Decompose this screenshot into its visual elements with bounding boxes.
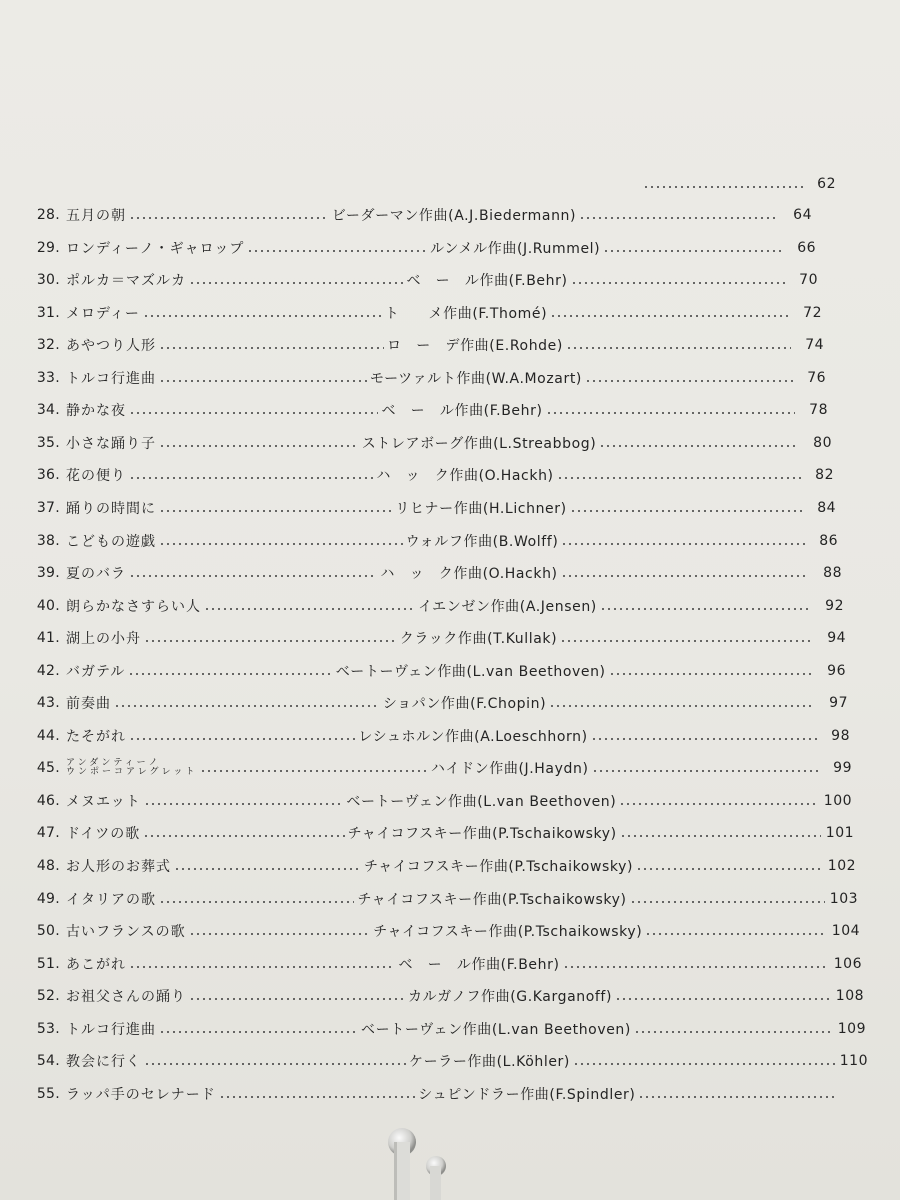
dot-leader xyxy=(546,412,795,414)
toc-number: 39. xyxy=(36,565,60,582)
toc-title xyxy=(66,759,197,777)
toc-row xyxy=(24,952,862,976)
toc-composer: ベ ー ル作曲(F.Behr) xyxy=(398,956,560,973)
toc-row xyxy=(24,529,838,553)
toc-page-number: 98 xyxy=(831,727,850,744)
toc-row xyxy=(24,724,850,748)
toc-title: ポルカ＝マズルカ xyxy=(66,273,186,290)
toc-composer: ハ ッ ク作曲(O.Hackh) xyxy=(380,566,558,583)
dot-leader xyxy=(557,477,801,479)
dot-leader xyxy=(219,1096,416,1098)
dot-leader xyxy=(636,868,823,870)
toc-page-number: 104 xyxy=(831,923,861,940)
toc-composer: クラック作曲(T.Kullak) xyxy=(399,631,558,648)
toc-page-number: 97 xyxy=(829,695,848,712)
dot-leader xyxy=(592,770,819,772)
dot-leader xyxy=(189,282,403,284)
toc-page-number: 109 xyxy=(837,1020,866,1037)
dot-leader xyxy=(579,217,779,219)
toc-row xyxy=(24,268,818,292)
toc-page-number: 66 xyxy=(797,239,817,256)
toc-row xyxy=(24,626,846,650)
toc-page-number: 82 xyxy=(815,467,834,484)
toc-title-line-1: アンダンティーノ xyxy=(66,758,161,769)
dot-leader xyxy=(563,966,829,968)
toc-number: 32. xyxy=(36,337,60,354)
toc-title: トルコ行進曲 xyxy=(66,1021,156,1038)
toc-title: 踊りの時間に xyxy=(66,500,156,517)
dot-leader xyxy=(174,868,361,870)
toc-row xyxy=(24,1082,868,1106)
dot-leader xyxy=(591,738,817,740)
dot-leader xyxy=(143,835,344,837)
toc-title: 静かな夜 xyxy=(66,403,126,420)
toc-row xyxy=(24,333,824,357)
toc-composer: ルンメル作曲(J.Rummel) xyxy=(430,240,601,257)
dot-leader xyxy=(585,380,793,382)
toc-composer: ベートーヴェン作曲(L.van Beethoven) xyxy=(361,1021,631,1038)
toc-row-top xyxy=(640,172,836,196)
toc-number: 40. xyxy=(36,597,60,614)
toc-page-number: 94 xyxy=(827,630,847,647)
toc-title: 五月の朝 xyxy=(66,208,126,224)
toc-number: 28. xyxy=(36,207,60,223)
dot-leader xyxy=(159,1031,358,1033)
toc-title: 朗らかなさすらい人 xyxy=(66,598,201,615)
dot-leader xyxy=(144,1063,406,1065)
toc-row xyxy=(24,1017,866,1041)
dot-leader xyxy=(630,901,825,903)
toc-composer: ロ ー デ作曲(E.Rohde) xyxy=(387,338,563,355)
toc-row xyxy=(24,561,842,585)
toc-title: 湖上の小舟 xyxy=(66,631,141,648)
toc-number: 48. xyxy=(36,858,60,874)
toc-page-number: 102 xyxy=(827,858,857,874)
toc-number: 54. xyxy=(36,1053,60,1070)
toc-number: 35. xyxy=(36,434,60,451)
toc-composer: ベートーヴェン作曲(L.van Beethoven) xyxy=(335,663,606,680)
toc-number: 49. xyxy=(36,890,60,907)
dot-leader xyxy=(643,186,803,188)
toc-number: 34. xyxy=(36,402,60,419)
dot-leader xyxy=(144,803,344,805)
toc-number: 43. xyxy=(36,695,60,712)
toc-number: 51. xyxy=(36,955,60,972)
toc-row xyxy=(24,463,834,487)
toc-composer: カルガノフ作曲(G.Karganoff) xyxy=(408,989,613,1006)
toc-title: トルコ行進曲 xyxy=(66,370,156,387)
dot-leader xyxy=(129,217,329,219)
toc-row xyxy=(24,203,812,227)
toc-title: イタリアの歌 xyxy=(66,891,156,908)
toc-composer: ベ ー ル作曲(F.Behr) xyxy=(406,273,568,290)
toc-number: 53. xyxy=(36,1020,60,1037)
toc-page-number: 92 xyxy=(825,597,844,614)
toc-number: 41. xyxy=(36,630,60,647)
toc-page-number: 106 xyxy=(833,955,862,972)
toc-number: 47. xyxy=(36,825,60,842)
toc-title: 小さな踊り子 xyxy=(66,435,156,452)
dot-leader xyxy=(143,315,382,317)
toc-composer: ビーダーマン作曲(A.J.Biedermann) xyxy=(331,208,577,224)
toc-number: 52. xyxy=(36,988,60,1005)
dot-leader xyxy=(129,412,378,414)
toc-number: 42. xyxy=(36,662,60,679)
toc-page-number: 74 xyxy=(805,337,825,354)
toc-title-line-2: ウンポーコアレグレット xyxy=(66,767,198,778)
toc-page-number: 103 xyxy=(829,890,859,907)
toc-page-number: 70 xyxy=(799,272,818,289)
toc-composer: リヒナー作曲(H.Lichner) xyxy=(395,500,567,517)
dot-leader xyxy=(573,1063,835,1065)
toc-page-number: 100 xyxy=(823,792,853,809)
toc-title: 古いフランスの歌 xyxy=(66,924,186,941)
dot-leader xyxy=(129,477,373,479)
dot-leader xyxy=(615,998,831,1000)
toc-title: バガテル xyxy=(66,663,126,680)
dot-leader xyxy=(114,705,380,707)
toc-number: 30. xyxy=(36,272,60,289)
dot-leader xyxy=(560,640,813,642)
dot-leader xyxy=(204,608,415,610)
dot-leader xyxy=(129,575,377,577)
toc-page-number: 64 xyxy=(793,207,812,223)
toc-row xyxy=(24,594,844,618)
toc-number: 36. xyxy=(36,467,60,484)
toc-row xyxy=(24,301,822,325)
dot-leader xyxy=(620,835,821,837)
toc-composer: ト メ作曲(F.Thomé) xyxy=(384,305,548,322)
toc-row xyxy=(24,691,848,715)
toc-number: 29. xyxy=(36,239,60,256)
toc-row xyxy=(24,398,828,422)
dot-leader xyxy=(570,510,803,512)
toc-page-number: 78 xyxy=(809,402,828,419)
dot-leader xyxy=(561,543,805,545)
toc-page-number: 84 xyxy=(817,499,837,516)
dot-leader xyxy=(549,705,815,707)
dot-leader xyxy=(638,1096,835,1098)
toc-title: あやつり人形 xyxy=(66,338,156,355)
toc-page-number: 62 xyxy=(817,176,836,192)
toc-page-number: 86 xyxy=(819,532,839,549)
toc-page-number: 88 xyxy=(823,565,842,582)
dot-leader xyxy=(159,510,392,512)
toc-title: たそがれ xyxy=(66,728,126,745)
toc-composer: ベ ー ル作曲(F.Behr) xyxy=(381,403,543,420)
dot-leader xyxy=(634,1031,833,1033)
dot-leader xyxy=(609,673,813,675)
dot-leader xyxy=(200,770,427,772)
dot-leader xyxy=(619,803,819,805)
toc-composer: ベートーヴェン作曲(L.van Beethoven) xyxy=(346,793,617,810)
dot-leader xyxy=(128,673,332,675)
toc-row xyxy=(24,366,826,390)
toc-title: ラッパ手のセレナード xyxy=(66,1086,216,1103)
toc-number: 37. xyxy=(36,499,60,516)
dot-leader xyxy=(600,608,811,610)
toc-title: こどもの遊戯 xyxy=(66,533,156,550)
toc-row xyxy=(24,821,854,845)
toc-page-number: 101 xyxy=(825,825,855,842)
toc-title: 教会に行く xyxy=(66,1054,141,1071)
toc-page-number: 110 xyxy=(839,1053,868,1070)
dot-leader xyxy=(550,315,789,317)
toc-page-number: 99 xyxy=(833,760,852,777)
toc-title: メヌエット xyxy=(66,793,141,810)
dot-leader xyxy=(144,640,397,642)
dot-leader xyxy=(645,933,827,935)
dot-leader xyxy=(129,738,355,740)
toc-composer: チャイコフスキー作曲(P.Tschaikowsky) xyxy=(373,924,643,941)
toc-composer: チャイコフスキー作曲(P.Tschaikowsky) xyxy=(357,891,627,908)
toc-row xyxy=(24,919,860,943)
dot-leader xyxy=(159,347,384,349)
toc-page-number: 96 xyxy=(827,662,846,679)
toc-composer: シュピンドラー作曲(F.Spindler) xyxy=(418,1086,636,1103)
toc-composer: チャイコフスキー作曲(P.Tschaikowsky) xyxy=(363,859,634,875)
dot-leader xyxy=(189,998,405,1000)
dot-leader xyxy=(566,347,791,349)
toc-composer: ハイドン作曲(J.Haydn) xyxy=(430,761,589,778)
toc-row xyxy=(24,1049,868,1073)
toc-number: 44. xyxy=(36,727,60,744)
toc-row xyxy=(24,789,852,813)
dot-leader xyxy=(571,282,785,284)
toc-title: ドイツの歌 xyxy=(66,826,141,843)
toc-number: 38. xyxy=(36,532,60,549)
toc-number: 46. xyxy=(36,792,60,809)
dot-leader xyxy=(159,445,359,447)
toc-title: 前奏曲 xyxy=(66,696,111,713)
toc-row xyxy=(24,854,856,878)
toc-number: 31. xyxy=(36,304,60,321)
music-stand-tip-photo xyxy=(370,1128,460,1200)
toc-title: お祖父さんの踊り xyxy=(66,989,186,1006)
toc-composer: ショパン作曲(F.Chopin) xyxy=(382,696,547,713)
toc-composer: ウォルフ作曲(B.Wolff) xyxy=(405,533,559,550)
toc-composer: ストレアボーグ作曲(L.Streabbog) xyxy=(361,435,597,452)
toc-row xyxy=(24,236,816,260)
toc-row xyxy=(24,659,846,683)
dot-leader xyxy=(159,380,367,382)
toc-composer: ハ ッ ク作曲(O.Hackh) xyxy=(376,468,554,485)
toc-title: お人形のお葬式 xyxy=(66,859,171,875)
toc-composer: イエンゼン作曲(A.Jensen) xyxy=(418,598,597,615)
dot-leader xyxy=(159,901,354,903)
dot-leader xyxy=(129,966,395,968)
toc-row xyxy=(24,984,864,1008)
toc-page-number: 108 xyxy=(835,988,865,1005)
toc-row xyxy=(24,887,858,911)
toc-title: あこがれ xyxy=(66,956,126,973)
dot-leader xyxy=(159,543,403,545)
toc-title: 夏のバラ xyxy=(66,566,126,583)
toc-composer: チャイコフスキー作曲(P.Tschaikowsky) xyxy=(347,826,617,843)
toc-composer: ケーラー作曲(L.Köhler) xyxy=(409,1054,570,1071)
toc-number: 55. xyxy=(36,1085,60,1102)
toc-number: 33. xyxy=(36,369,60,386)
toc-composer: モーツァルト作曲(W.A.Mozart) xyxy=(370,370,582,387)
toc-row xyxy=(24,496,836,520)
toc-page-number: 80 xyxy=(813,434,832,451)
toc-page-number: 76 xyxy=(807,369,827,386)
toc-title: ロンディーノ・ギャロップ xyxy=(66,240,245,257)
dot-leader xyxy=(247,250,427,252)
dot-leader xyxy=(603,250,783,252)
dot-leader xyxy=(189,933,371,935)
toc-title: メロディー xyxy=(66,305,140,322)
toc-page-number: 72 xyxy=(803,304,822,321)
toc-composer: レシュホルン作曲(A.Loeschhorn) xyxy=(358,728,588,745)
dot-leader xyxy=(561,575,809,577)
toc-row xyxy=(24,431,832,455)
toc-title: 花の便り xyxy=(66,468,126,485)
toc-number: 45. xyxy=(36,760,60,777)
dot-leader xyxy=(599,445,799,447)
toc-number: 50. xyxy=(36,923,60,940)
toc-row xyxy=(24,756,852,780)
